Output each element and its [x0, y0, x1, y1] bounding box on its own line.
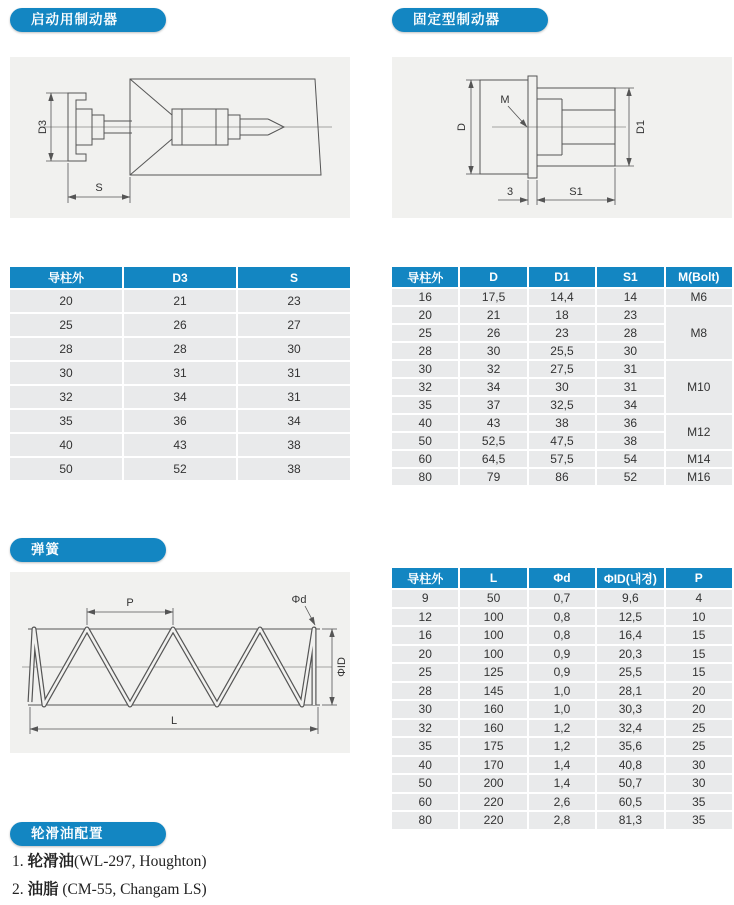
- table-cell: 160: [460, 701, 526, 718]
- table-row: [392, 794, 732, 811]
- table-cell: 31: [238, 362, 350, 384]
- table-cell: 23: [238, 290, 350, 312]
- table-cell: 60,5: [597, 794, 663, 811]
- header-row: [392, 568, 732, 588]
- table-cell: 40,8: [597, 757, 663, 774]
- section-title-spring: 弹簧: [10, 538, 166, 562]
- table-cell: 30: [597, 343, 663, 359]
- lubricant-detail: (CM-55, Changam LS): [58, 881, 207, 898]
- lubricant-item-1: [12, 852, 207, 872]
- dim-label-phi-d: Φd: [291, 594, 307, 606]
- lubricant-list: [12, 852, 207, 905]
- table-cell: 125: [460, 664, 526, 681]
- table-cell: 35: [10, 410, 122, 432]
- table-row: [392, 664, 732, 681]
- column-header: ΦID(내경): [597, 568, 663, 588]
- table-cell: 60: [392, 451, 458, 467]
- header-row: [10, 267, 350, 288]
- table-cell: 43: [124, 434, 236, 456]
- table-cell: 30: [392, 361, 458, 377]
- table-cell: 30: [666, 757, 732, 774]
- table-row: [10, 362, 350, 384]
- dim-label-d3: D3: [36, 119, 49, 135]
- table-cell: 175: [460, 738, 526, 755]
- table-row: [392, 590, 732, 607]
- table-cell: 57,5: [529, 451, 595, 467]
- table-cell: 1,4: [529, 775, 595, 792]
- table-cell: 40: [392, 415, 458, 431]
- table-row: [392, 701, 732, 718]
- table-cell: 30,3: [597, 701, 663, 718]
- column-header: P: [666, 568, 732, 588]
- table-cell: 26: [460, 325, 526, 341]
- dim-label-s: S: [95, 182, 103, 194]
- table-row: [392, 307, 732, 323]
- brake-start-drawing: [10, 57, 350, 218]
- bolt-size-cell: M12: [666, 415, 732, 449]
- table-cell: 0,8: [529, 627, 595, 644]
- table-cell: 34: [597, 397, 663, 413]
- table-cell: 31: [597, 361, 663, 377]
- table-row: [392, 451, 732, 467]
- table-cell: 28: [392, 343, 458, 359]
- table-row: [392, 415, 732, 431]
- table-cell: 32: [392, 379, 458, 395]
- table-cell: 2,6: [529, 794, 595, 811]
- table-cell: 23: [529, 325, 595, 341]
- table-cell: 21: [124, 290, 236, 312]
- table-cell: 25: [392, 664, 458, 681]
- table-cell: 15: [666, 627, 732, 644]
- table-cell: 200: [460, 775, 526, 792]
- table-cell: 25,5: [529, 343, 595, 359]
- table-cell: 30: [10, 362, 122, 384]
- table-cell: 40: [10, 434, 122, 456]
- table-cell: 15: [666, 664, 732, 681]
- table-row: [10, 338, 350, 360]
- table-cell: 15: [666, 646, 732, 663]
- table-cell: 34: [124, 386, 236, 408]
- table-cell: 31: [597, 379, 663, 395]
- table-row: [392, 646, 732, 663]
- table-row: [392, 757, 732, 774]
- dim-label-l: L: [170, 715, 178, 727]
- spring-drawing: [10, 572, 350, 753]
- table-row: [392, 609, 732, 626]
- table-row: [392, 720, 732, 737]
- table-row: [10, 290, 350, 312]
- lubricant-name: 轮滑油: [27, 853, 75, 870]
- lubricant-detail: (WL-297, Houghton): [74, 853, 207, 870]
- table-cell: 21: [460, 307, 526, 323]
- table-cell: 32: [460, 361, 526, 377]
- table-cell: 23: [597, 307, 663, 323]
- table-cell: 25: [10, 314, 122, 336]
- dim-label-s1: S1: [569, 186, 583, 198]
- table-cell: 20: [392, 307, 458, 323]
- table-cell: 36: [597, 415, 663, 431]
- table-row: [392, 775, 732, 792]
- table-cell: 0,9: [529, 646, 595, 663]
- brake-fixed-diagram: [392, 57, 732, 218]
- table-row: [392, 627, 732, 644]
- table-cell: 50: [10, 458, 122, 480]
- bolt-size-cell: M8: [666, 307, 732, 359]
- table-cell: 32,5: [529, 397, 595, 413]
- table-cell: 28: [124, 338, 236, 360]
- column-header: M(Bolt): [666, 267, 732, 287]
- table-cell: 52: [597, 469, 663, 485]
- table-cell: 9: [392, 590, 458, 607]
- table-cell: 79: [460, 469, 526, 485]
- column-header: D: [460, 267, 526, 287]
- table-cell: 86: [529, 469, 595, 485]
- table-cell: 1,4: [529, 757, 595, 774]
- table-cell: 17,5: [460, 289, 526, 305]
- table-row: [392, 812, 732, 829]
- table-cell: 12: [392, 609, 458, 626]
- table-cell: 38: [597, 433, 663, 449]
- table-cell: 80: [392, 812, 458, 829]
- table-cell: 160: [460, 720, 526, 737]
- brake-start-diagram: [10, 57, 350, 218]
- table-cell: 20,3: [597, 646, 663, 663]
- brake-fixed-table: [392, 267, 732, 485]
- table-cell: 27,5: [529, 361, 595, 377]
- column-header: D1: [529, 267, 595, 287]
- table-cell: 28: [392, 683, 458, 700]
- table-cell: 1,2: [529, 720, 595, 737]
- table-cell: 32: [392, 720, 458, 737]
- table-cell: 14,4: [529, 289, 595, 305]
- bolt-size-cell: M16: [666, 469, 732, 485]
- table-row: [10, 410, 350, 432]
- table-cell: 28,1: [597, 683, 663, 700]
- brake-fixed-drawing: [392, 57, 732, 218]
- dim-label-d: D: [455, 123, 468, 131]
- table-cell: 34: [460, 379, 526, 395]
- dim-label-step: 3: [506, 186, 514, 198]
- table-cell: 25: [392, 325, 458, 341]
- table-cell: 32: [10, 386, 122, 408]
- table-cell: 35: [666, 812, 732, 829]
- table-cell: 30: [666, 775, 732, 792]
- dim-label-phi-id: ΦID: [335, 657, 348, 677]
- table-cell: 100: [460, 609, 526, 626]
- bolt-size-cell: M10: [666, 361, 732, 413]
- table-cell: 30: [392, 701, 458, 718]
- brake-start-table-wrap: [10, 267, 350, 480]
- dim-label-p: P: [126, 597, 134, 609]
- table-cell: 9,6: [597, 590, 663, 607]
- table-row: [392, 738, 732, 755]
- table-cell: 25: [666, 738, 732, 755]
- table-cell: 100: [460, 646, 526, 663]
- table-cell: 54: [597, 451, 663, 467]
- table-row: [392, 361, 732, 377]
- table-cell: 28: [597, 325, 663, 341]
- table-cell: 35,6: [597, 738, 663, 755]
- table-row: [10, 386, 350, 408]
- table-cell: 1,0: [529, 683, 595, 700]
- column-header: S: [238, 267, 350, 288]
- spring-table-wrap: [392, 568, 732, 829]
- table-cell: 28: [10, 338, 122, 360]
- table-cell: 38: [238, 434, 350, 456]
- table-cell: 32,4: [597, 720, 663, 737]
- table-cell: 80: [392, 469, 458, 485]
- column-header: 导柱外: [392, 267, 458, 287]
- table-cell: 16,4: [597, 627, 663, 644]
- table-cell: 30: [460, 343, 526, 359]
- lubricant-item-2: [12, 880, 207, 900]
- table-cell: 25,5: [597, 664, 663, 681]
- table-cell: 30: [238, 338, 350, 360]
- table-cell: 81,3: [597, 812, 663, 829]
- table-cell: 100: [460, 627, 526, 644]
- column-header: 导柱外: [392, 568, 458, 588]
- table-row: [10, 314, 350, 336]
- table-cell: 20: [392, 646, 458, 663]
- column-header: L: [460, 568, 526, 588]
- table-cell: 1,2: [529, 738, 595, 755]
- dim-label-m: M: [500, 94, 510, 106]
- table-cell: 170: [460, 757, 526, 774]
- table-cell: 16: [392, 289, 458, 305]
- table-cell: 36: [124, 410, 236, 432]
- table-cell: 18: [529, 307, 595, 323]
- table-cell: 34: [238, 410, 350, 432]
- section-title-brake-fixed: 固定型制动器: [392, 8, 548, 32]
- table-cell: 16: [392, 627, 458, 644]
- table-cell: 35: [392, 738, 458, 755]
- table-cell: 64,5: [460, 451, 526, 467]
- column-header: Φd: [529, 568, 595, 588]
- brake-start-table: [10, 267, 350, 480]
- table-cell: 43: [460, 415, 526, 431]
- table-cell: 10: [666, 609, 732, 626]
- table-row: [392, 683, 732, 700]
- table-cell: 50: [392, 775, 458, 792]
- header-row: [392, 267, 732, 287]
- table-cell: 25: [666, 720, 732, 737]
- table-cell: 145: [460, 683, 526, 700]
- spring-diagram: [10, 572, 350, 753]
- table-cell: 0,9: [529, 664, 595, 681]
- table-cell: 35: [392, 397, 458, 413]
- table-cell: 4: [666, 590, 732, 607]
- table-cell: 35: [666, 794, 732, 811]
- table-cell: 50: [460, 590, 526, 607]
- table-cell: 30: [529, 379, 595, 395]
- table-cell: 50,7: [597, 775, 663, 792]
- section-title-lubricant: 轮滑油配置: [10, 822, 166, 846]
- table-cell: 31: [238, 386, 350, 408]
- table-cell: 1,0: [529, 701, 595, 718]
- table-cell: 47,5: [529, 433, 595, 449]
- table-cell: 2,8: [529, 812, 595, 829]
- table-cell: 20: [666, 701, 732, 718]
- table-cell: 50: [392, 433, 458, 449]
- dim-label-d1: D1: [634, 119, 647, 135]
- bolt-size-cell: M6: [666, 289, 732, 305]
- table-row: [10, 458, 350, 480]
- brake-fixed-table-wrap: [392, 267, 732, 485]
- table-cell: 38: [529, 415, 595, 431]
- section-title-brake-start: 启动用制动器: [10, 8, 166, 32]
- column-header: S1: [597, 267, 663, 287]
- column-header: 导柱外: [10, 267, 122, 288]
- lubricant-num: 2.: [12, 881, 24, 898]
- table-cell: 20: [666, 683, 732, 700]
- lubricant-name: 油脂: [27, 881, 59, 898]
- spring-table: [392, 568, 732, 829]
- table-row: [10, 434, 350, 456]
- table-cell: 14: [597, 289, 663, 305]
- table-cell: 52: [124, 458, 236, 480]
- table-cell: 220: [460, 812, 526, 829]
- table-cell: 20: [10, 290, 122, 312]
- table-cell: 26: [124, 314, 236, 336]
- table-cell: 0,7: [529, 590, 595, 607]
- table-cell: 60: [392, 794, 458, 811]
- table-cell: 52,5: [460, 433, 526, 449]
- table-cell: 40: [392, 757, 458, 774]
- bolt-size-cell: M14: [666, 451, 732, 467]
- table-cell: 27: [238, 314, 350, 336]
- table-cell: 31: [124, 362, 236, 384]
- table-cell: 38: [238, 458, 350, 480]
- lubricant-num: 1.: [12, 853, 24, 870]
- table-row: [392, 469, 732, 485]
- table-cell: 37: [460, 397, 526, 413]
- table-cell: 220: [460, 794, 526, 811]
- column-header: D3: [124, 267, 236, 288]
- table-row: [392, 289, 732, 305]
- table-cell: 0,8: [529, 609, 595, 626]
- table-cell: 12,5: [597, 609, 663, 626]
